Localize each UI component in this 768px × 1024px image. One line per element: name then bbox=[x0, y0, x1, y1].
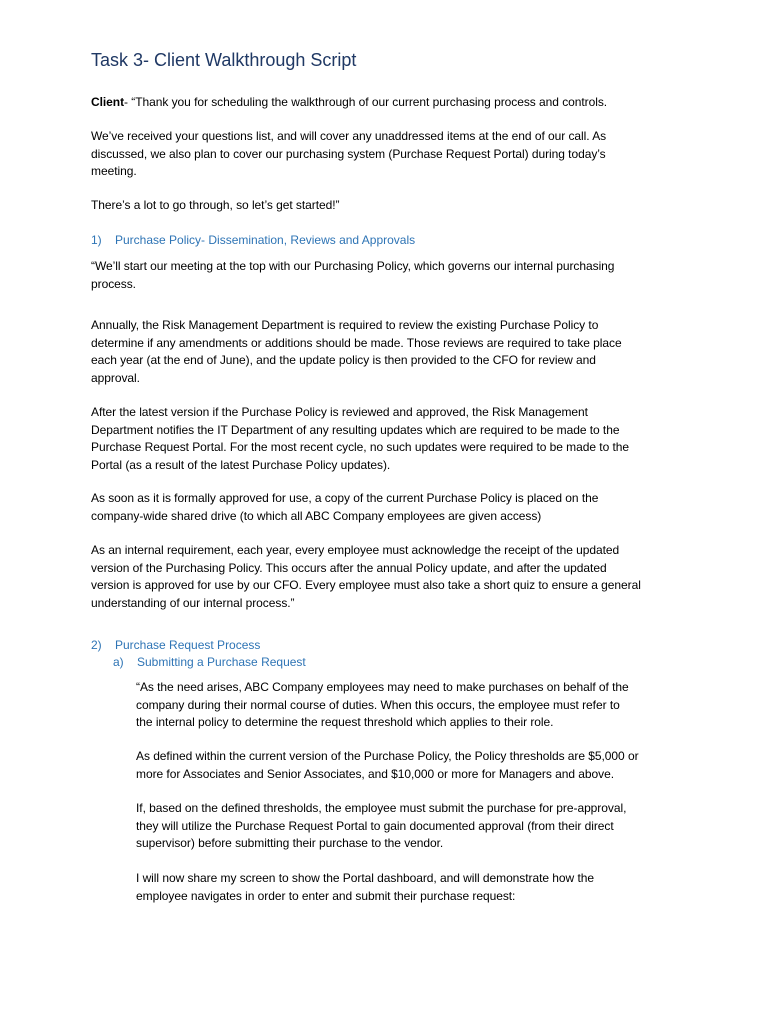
section-2a-heading bbox=[113, 654, 306, 671]
section-2-heading bbox=[91, 637, 260, 654]
intro-text: - “Thank you for scheduling the walkthrough of our current purchasing process and controls. bbox=[124, 95, 608, 109]
section-2a-number: a) bbox=[113, 655, 124, 669]
section-1-paragraph-2: Annually, the Risk Management Department is required to review the existing Purchase Policy to determine if any amendments or additions should be made. Those reviews are required to take place each year (at the end of June), and the update policy is then provided to the CFO for review and approval. bbox=[91, 318, 622, 385]
section-1-number: 1) bbox=[91, 233, 102, 247]
section-2a-paragraph-3: If, based on the defined thresholds, the employee must submit the purchase for pre-approval, they will utilize the Purchase Request Portal to gain documented approval (from their direct supervisor) before submitting their purchase to the vendor. bbox=[136, 801, 627, 850]
paragraph-3: There’s a lot to go through, so let’s get started!” bbox=[91, 198, 340, 212]
section-2-title: Purchase Request Process bbox=[115, 638, 261, 652]
section-1-paragraph-4: As soon as it is formally approved for use, a copy of the current Purchase Policy is placed on the company-wide shared drive (to which all ABC Company employees are given access) bbox=[91, 491, 599, 523]
section-1-paragraph-3: After the latest version if the Purchase Policy is reviewed and approved, the Risk Management Department notifies the IT Department of any resulting updates which are required to be made to the Purchase Request Portal. For the most recent cycle, no such updates were required to be made to the Portal (as a result of the latest Purchase Policy updates). bbox=[91, 405, 630, 472]
section-1-paragraph-5: As an internal requirement, each year, every employee must acknowledge the receipt of the updated version of the Purchasing Policy. This occurs after the annual Policy update, and after the updated version is approved for use by our CFO. Every employee must also take a short quiz to ensure a general understanding of our internal process.” bbox=[91, 543, 641, 610]
section-2a-paragraph-1: “As the need arises, ABC Company employees may need to make purchases on behalf of the company during their normal course of duties. When this occurs, the employee must refer to the internal policy to determine the request threshold which applies to their role. bbox=[136, 680, 629, 729]
intro-paragraph bbox=[91, 94, 691, 112]
section-1-heading bbox=[91, 232, 415, 249]
section-2a-paragraph-2: As defined within the current version of the Purchase Policy, the Policy thresholds are $5,000 or more for Associates and Senior Associates, and $10,000 or more for Managers and above. bbox=[136, 749, 639, 781]
section-2-number: 2) bbox=[91, 638, 102, 652]
document-title: Task 3- Client Walkthrough Script bbox=[91, 50, 357, 70]
section-2a-title: Submitting a Purchase Request bbox=[137, 655, 306, 669]
section-2a-paragraph-4: I will now share my screen to show the Portal dashboard, and will demonstrate how the employee navigates in order to enter and submit their purchase request: bbox=[136, 871, 594, 903]
section-1-title: Purchase Policy- Dissemination, Reviews and Approvals bbox=[115, 233, 416, 247]
section-1-paragraph-1: “We’ll start our meeting at the top with our Purchasing Policy, which governs our internal purchasing process. bbox=[91, 259, 615, 291]
speaker-label: Client bbox=[91, 95, 125, 109]
paragraph-2: We’ve received your questions list, and will cover any unaddressed items at the end of our call. As discussed, we also plan to cover our purchasing system (Purchase Request Portal) during today’s meeting. bbox=[91, 129, 607, 178]
